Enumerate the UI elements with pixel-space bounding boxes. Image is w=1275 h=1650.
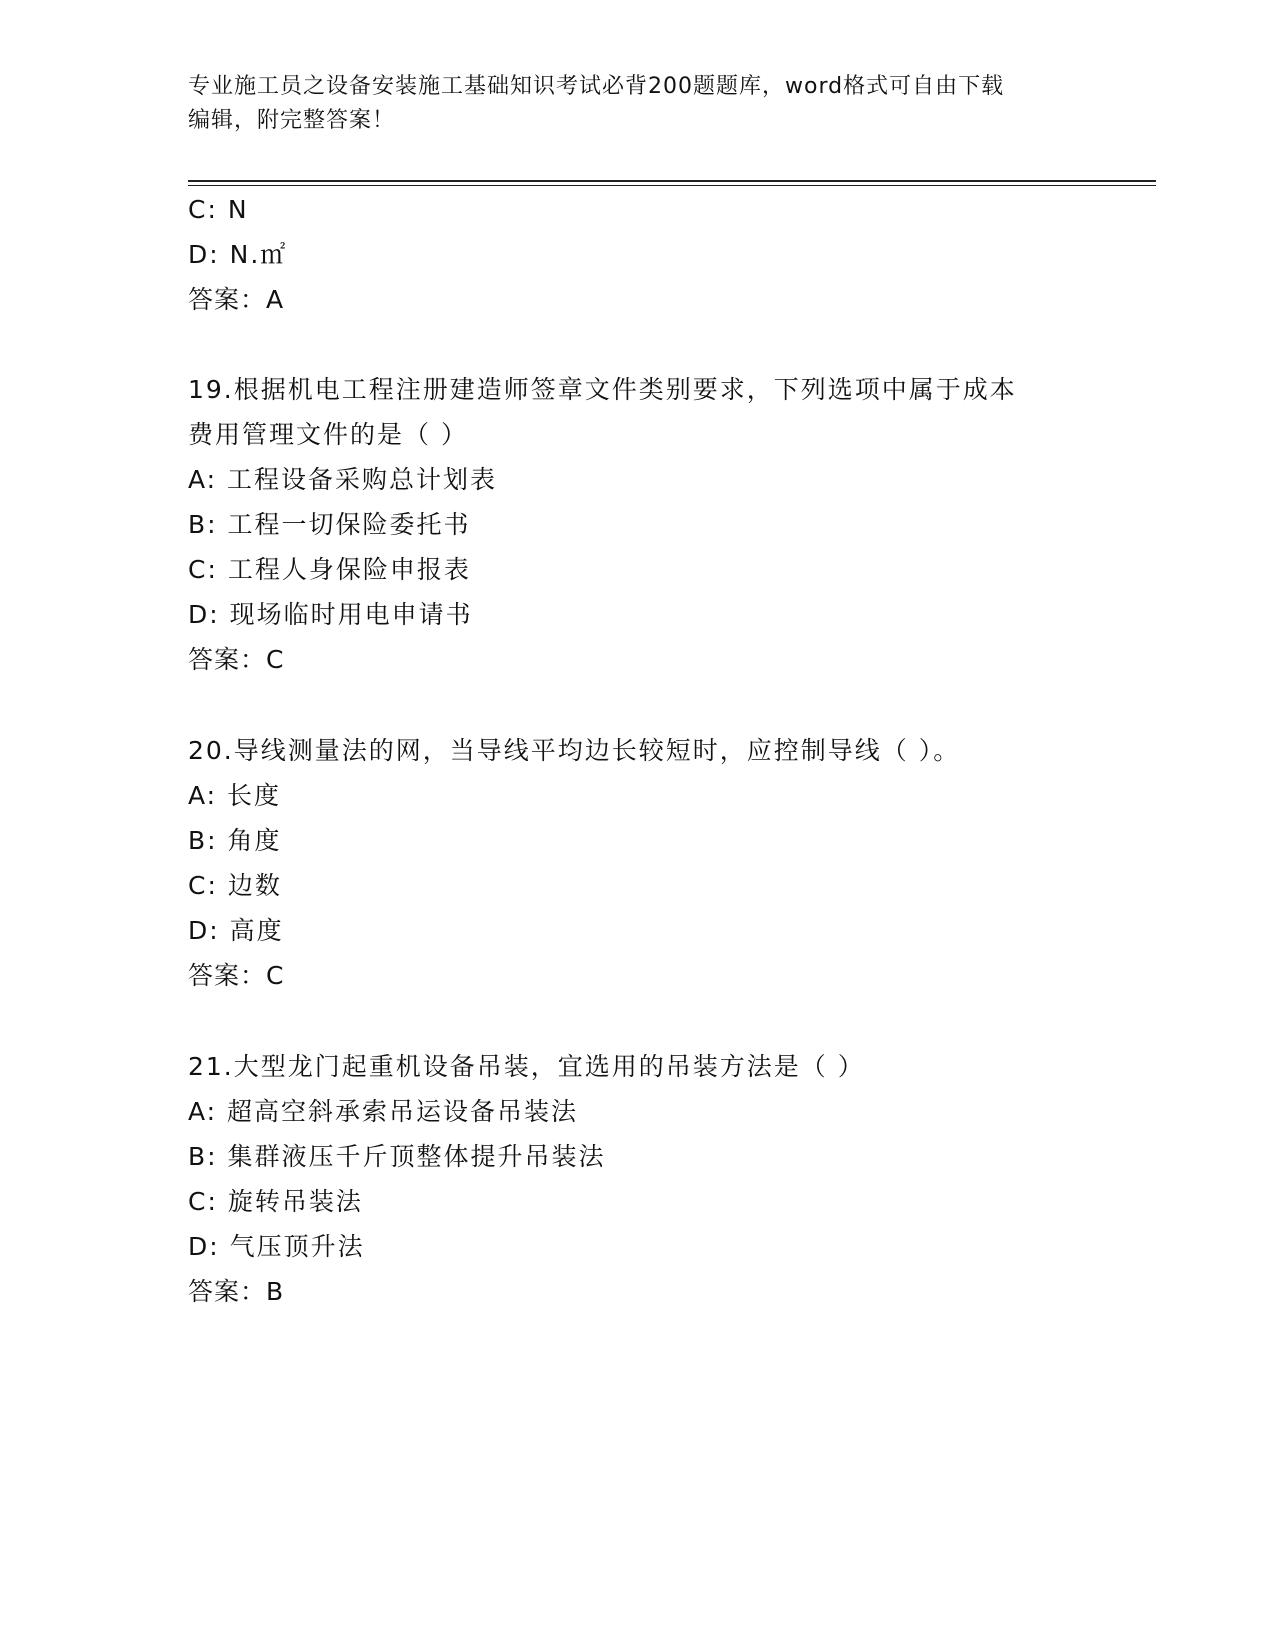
q21-option-d: D: 气压顶升法 [188, 1232, 365, 1261]
q21-answer: 答案：B [188, 1277, 285, 1306]
q20-stem: 20.导线测量法的网，当导线平均边长较短时，应控制导线（ ）。 [188, 736, 961, 765]
q19-stem-line-1: 19.根据机电工程注册建造师签章文件类别要求，下列选项中属于成本 [188, 375, 1017, 404]
q19-answer: 答案：C [188, 645, 285, 674]
q21-option-a: A: 超高空斜承索吊运设备吊装法 [188, 1097, 579, 1126]
header-divider-thin [188, 185, 1156, 186]
q18-option-d: D: N.㎡ [188, 240, 288, 269]
q19-option-c: C: 工程人身保险申报表 [188, 555, 471, 584]
q20-answer: 答案：C [188, 961, 285, 990]
q21-option-c: C: 旋转吊装法 [188, 1187, 363, 1216]
q21-option-b: B: 集群液压千斤顶整体提升吊装法 [188, 1142, 606, 1171]
document-header [188, 70, 1088, 138]
q18-option-c: C: N [188, 195, 249, 224]
q19-option-a: A: 工程设备采购总计划表 [188, 465, 498, 494]
q19-option-b: B: 工程一切保险委托书 [188, 510, 471, 539]
q21-stem: 21.大型龙门起重机设备吊装，宜选用的吊装方法是（ ） [188, 1052, 865, 1081]
header-divider-thick [188, 180, 1156, 182]
q19-stem-line-2: 费用管理文件的是（ ） [188, 420, 468, 449]
q20-option-c: C: 边数 [188, 871, 282, 900]
q19-option-d: D: 现场临时用电申请书 [188, 600, 473, 629]
header-title-line-1: 专业施工员之设备安装施工基础知识考试必背200题题库，word格式可自由下载 [188, 74, 1005, 99]
q18-answer: 答案：A [188, 285, 285, 314]
q20-option-a: A: 长度 [188, 781, 282, 810]
header-title-line-2: 编辑，附完整答案！ [188, 108, 396, 133]
q20-option-d: D: 高度 [188, 916, 284, 945]
q20-option-b: B: 角度 [188, 826, 282, 855]
